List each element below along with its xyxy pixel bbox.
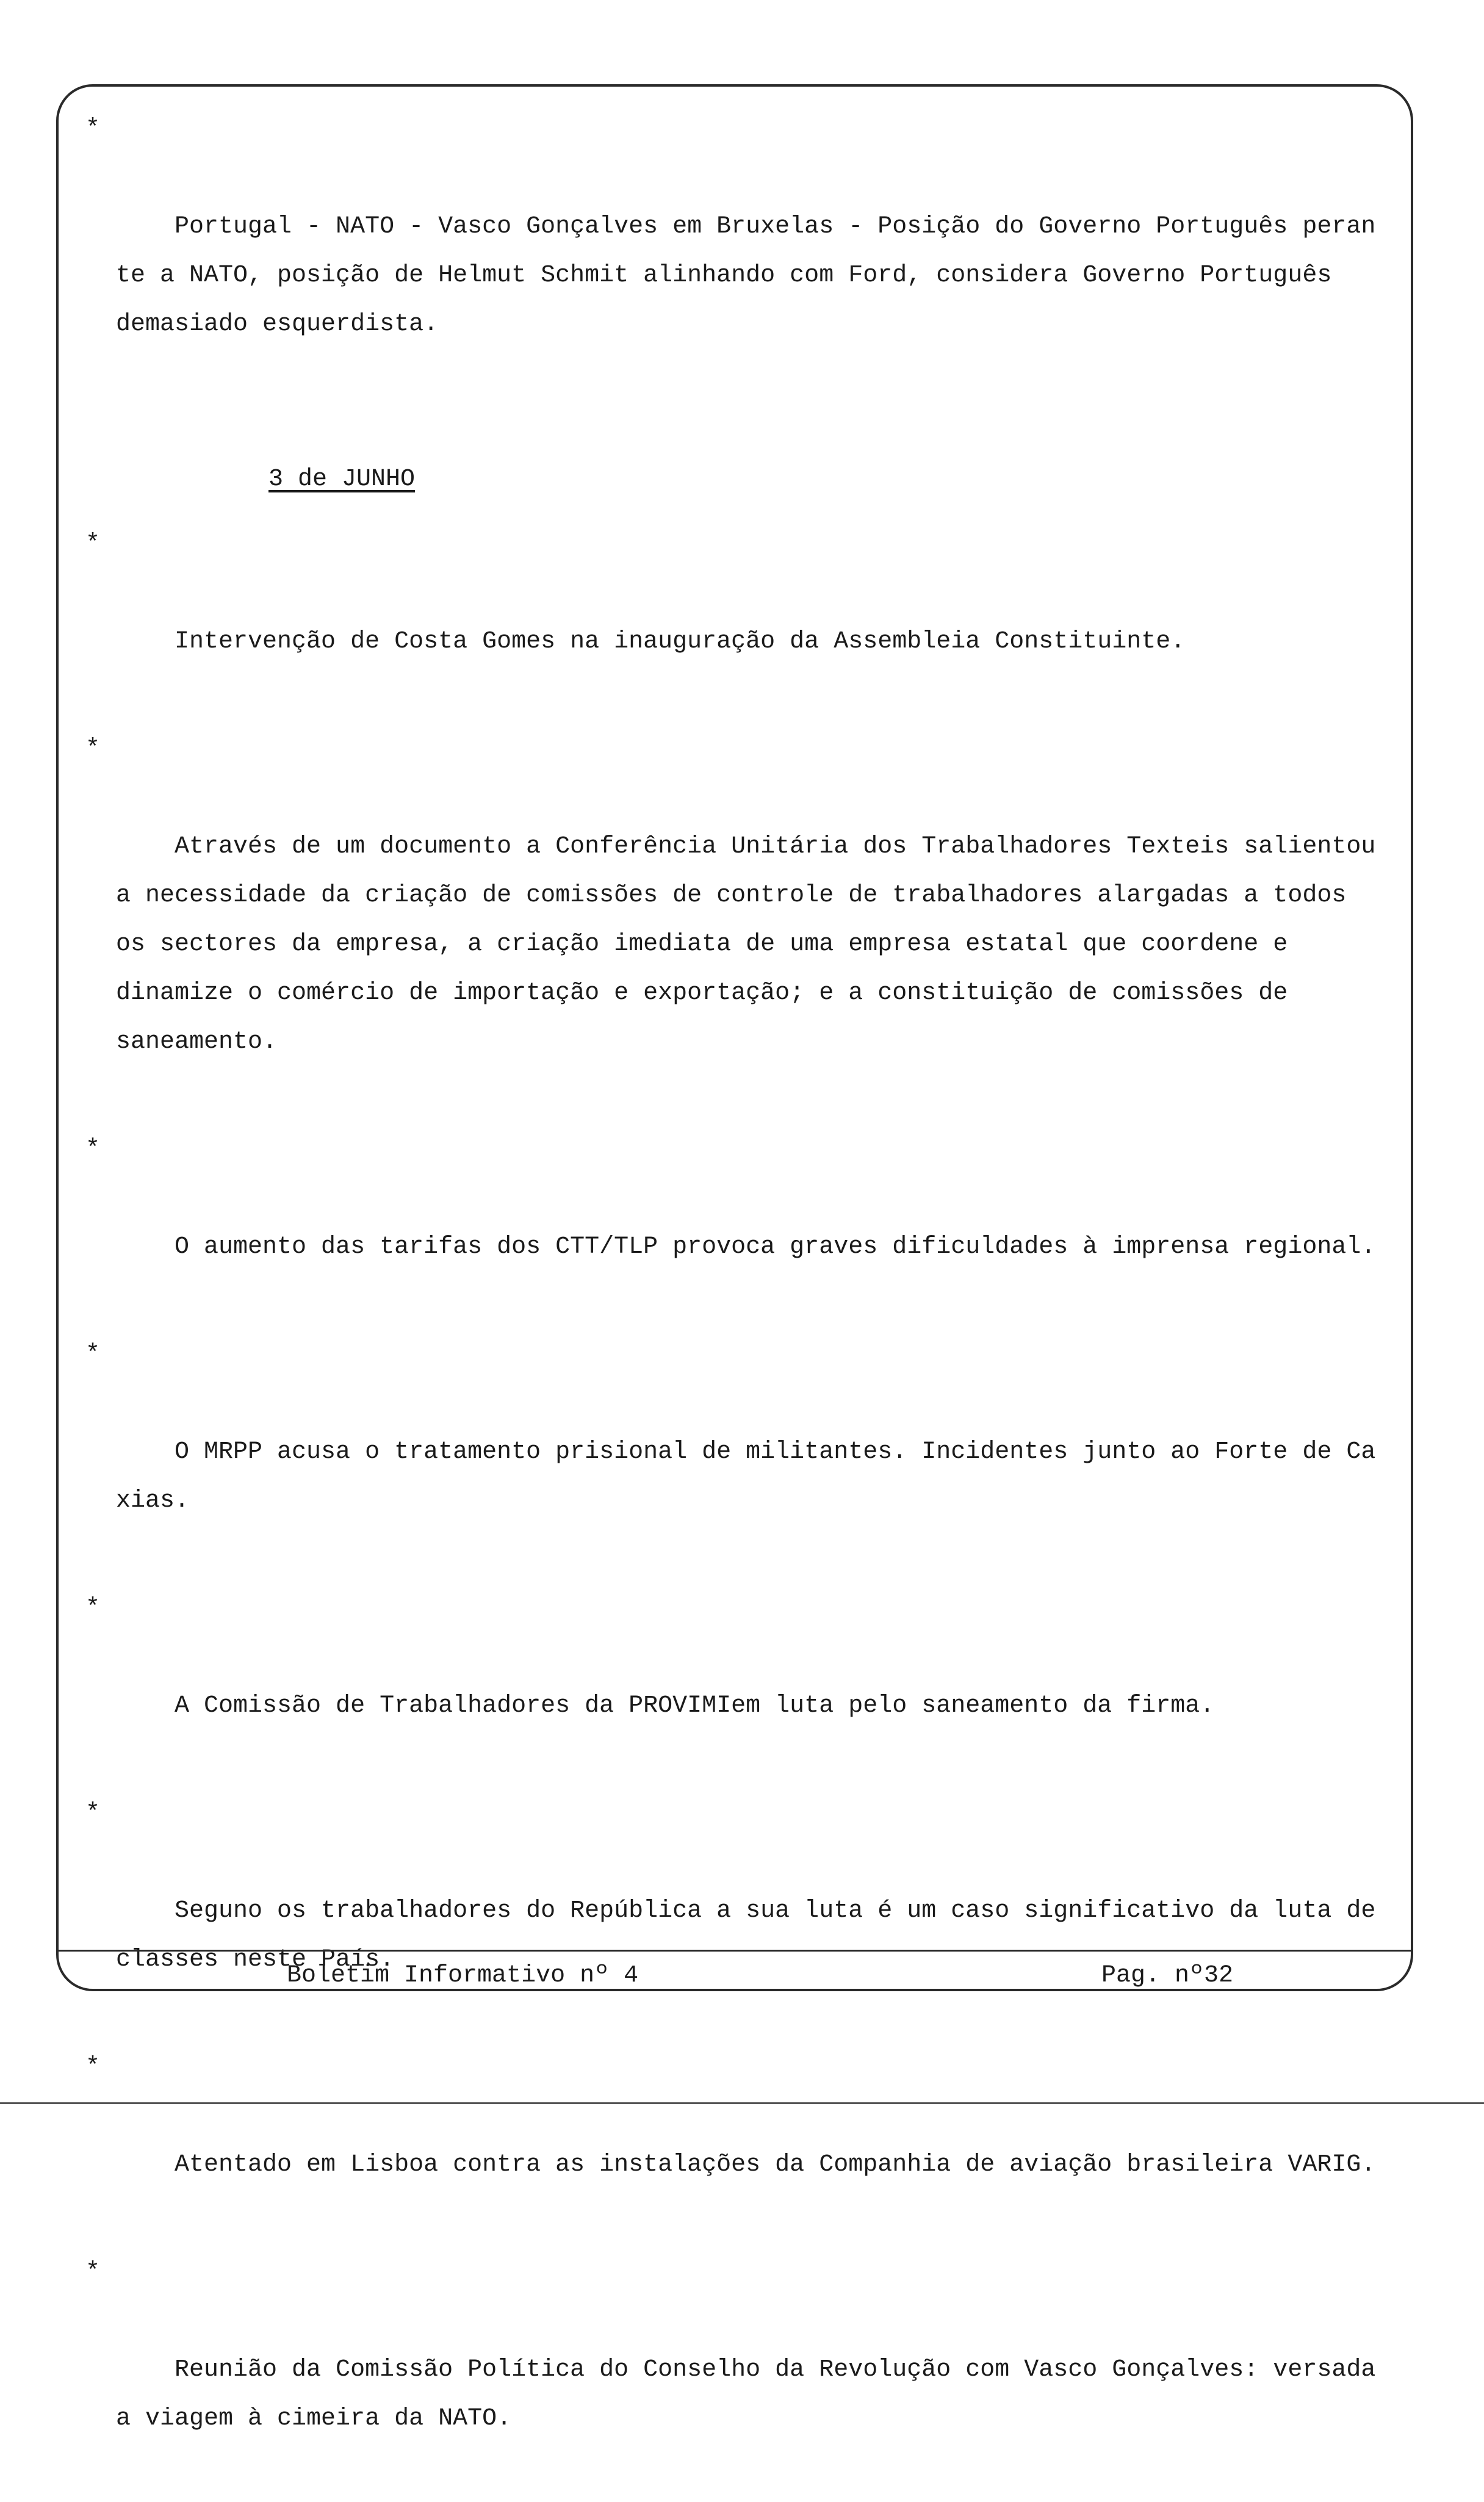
entry-bullet: * [85, 115, 101, 143]
entry-text: A Comissão de Trabalhadores da PROVIMIem luta pelo saneamento da firma. [175, 1692, 1215, 1720]
entry-text: Reunião da Comissão Política do Conselho da Revolução com Vasco Gonçalves: versada a viagem à cimeira da NATO. [116, 2356, 1391, 2432]
news-entry [85, 2043, 1379, 2238]
news-entry [85, 725, 1391, 1116]
footer-title: Boletim Informativo nº 4 [287, 1962, 639, 1989]
entry-bullet: * [85, 735, 101, 763]
entry-bullet: * [85, 530, 101, 558]
entry-bullet: * [85, 1800, 101, 1827]
page-number: Pag. nº32 [1101, 1962, 1234, 1989]
entry-bullet: * [85, 1136, 101, 1163]
entry-bullet: * [85, 2259, 101, 2286]
entry-text: Através de um documento a Conferência Unitária dos Trabalhadores Texteis salientou a necessidade da criação de comissões de controle de trabalhadores alargadas a todos os sectores da empresa, a criação imediata de uma empresa estatal que coordene e dinamize o comércio de importação e exportação; e a constituição de comissões de saneamento. [116, 833, 1391, 1056]
scan-edge-line [0, 2102, 1484, 2104]
news-entry [85, 105, 1391, 398]
entry-text: O aumento das tarifas dos CTT/TLP provoca graves dificuldades à imprensa regional. [175, 1233, 1376, 1261]
date-heading: 3 de JUNHO [268, 466, 416, 493]
entry-bullet: * [85, 2053, 101, 2081]
news-entry [85, 1125, 1379, 1321]
entry-text: Intervenção de Costa Gomes na inauguração da Assembleia Constituinte. [175, 628, 1186, 655]
document-body [85, 105, 1391, 2502]
news-entry [85, 1584, 1379, 1779]
news-entry [85, 2248, 1391, 2492]
entry-text: Portugal - NATO - Vasco Gonçalves em Bruxelas - Posição do Governo Português peran te a NATO, posição de Helmut Schmit alinhando com Ford, considera Governo Português demasiado esquerdista. [116, 213, 1391, 338]
entry-text: Seguno os trabalhadores do República a sua luta é um caso significativo da luta de classes neste País. [116, 1897, 1391, 1974]
news-entry [85, 1330, 1391, 1574]
entry-text: Atentado em Lisboa contra as instalações da Companhia de aviação brasileira VARIG. [175, 2151, 1376, 2179]
news-entry [85, 520, 1379, 715]
entry-text: O MRPP acusa o tratamento prisional de militantes. Incidentes junto ao Forte de Ca xias. [116, 1438, 1391, 1515]
entry-bullet: * [85, 1595, 101, 1622]
entry-bullet: * [85, 1341, 101, 1368]
